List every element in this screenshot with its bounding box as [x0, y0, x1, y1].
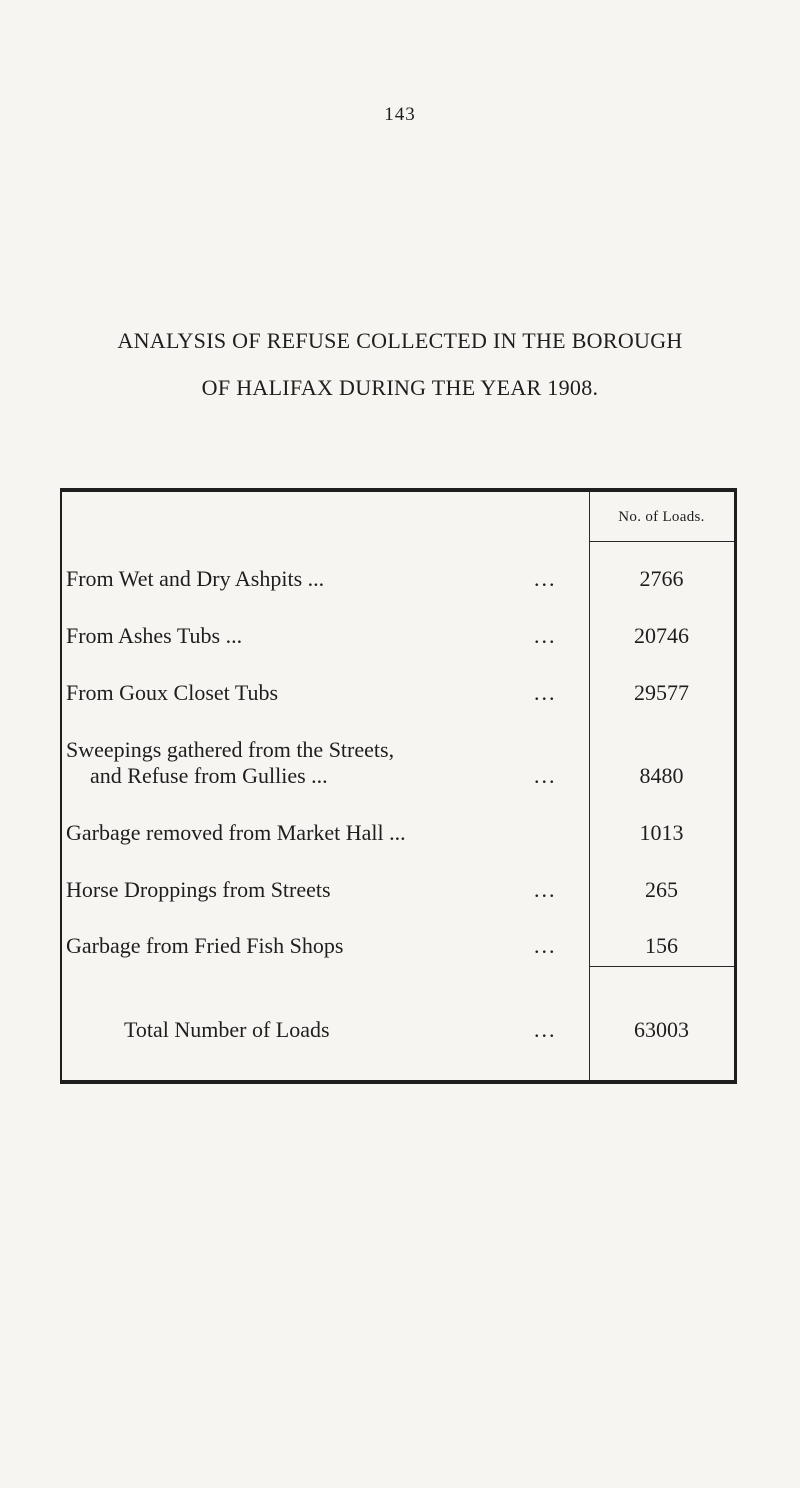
table-row-value: 20746	[634, 623, 689, 648]
column-header-loads: No. of Loads.	[618, 509, 705, 525]
table-row-leader: ...	[534, 566, 557, 591]
table-row-value: 265	[645, 877, 678, 902]
table-row-leader: ...	[534, 877, 557, 902]
page-number: 143	[384, 104, 416, 125]
table-row-value: 8480	[639, 763, 684, 788]
table-row-label: Garbage removed from Market Hall ...	[66, 820, 406, 845]
table-row-value: 156	[645, 933, 678, 958]
total-rule	[589, 966, 734, 967]
table-row-leader: ...	[534, 763, 557, 788]
page-title-line-1: ANALYSIS OF REFUSE COLLECTED IN THE BOROUGH	[117, 328, 683, 353]
page-title-line-2: OF HALIFAX DURING THE YEAR 1908.	[201, 375, 599, 400]
table-row-value: 29577	[634, 680, 689, 705]
table-row-leader: ...	[534, 933, 557, 958]
table-row-value: 2766	[639, 566, 684, 591]
refuse-table	[60, 488, 737, 1084]
table-row-leader: ...	[534, 623, 557, 648]
table-row-label: Garbage from Fried Fish Shops	[66, 933, 344, 958]
table-row-label: From Ashes Tubs ...	[66, 623, 243, 648]
table-row-value: 1013	[639, 820, 684, 845]
total-value: 63003	[634, 1017, 689, 1042]
table-row-leader: ...	[534, 680, 557, 705]
table-row-label: From Wet and Dry Ashpits ...	[66, 566, 325, 591]
table-row-label-line-2: and Refuse from Gullies ...	[90, 763, 328, 788]
total-label: Total Number of Loads	[124, 1017, 330, 1042]
total-leader: ...	[534, 1017, 557, 1042]
header-rule	[589, 541, 734, 542]
table-row-label-line-1: Sweepings gathered from the Streets,	[66, 737, 395, 762]
table-row-label: Horse Droppings from Streets	[66, 877, 331, 902]
table-row-label: From Goux Closet Tubs	[66, 680, 279, 705]
